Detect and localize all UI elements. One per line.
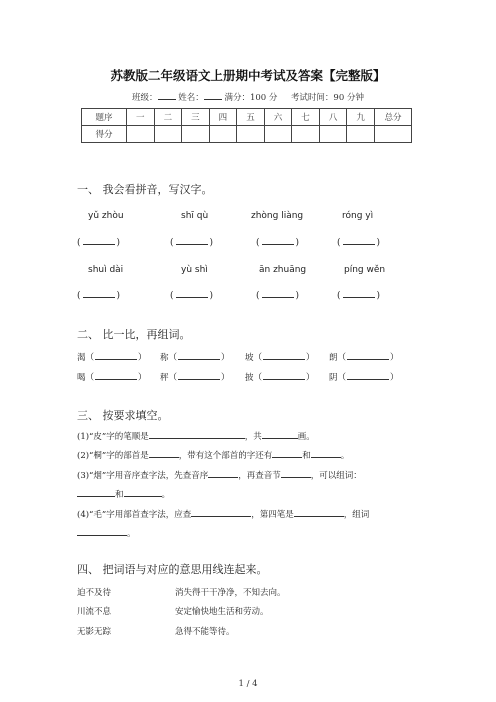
pinyin: ān zhuāng xyxy=(259,265,307,275)
pinyin: shī qù xyxy=(181,211,209,221)
score-header-cell: 一 xyxy=(127,109,155,126)
exam-time: 考试时间：90 分钟 xyxy=(290,93,364,103)
score-header-cell: 四 xyxy=(209,109,237,126)
score-cell[interactable] xyxy=(209,126,237,143)
answer-parentheses[interactable]: ( ) xyxy=(170,238,214,248)
page-number: 1 / 4 xyxy=(238,679,258,689)
score-header-cell: 九 xyxy=(347,109,375,126)
fill-question-2[interactable]: (2)“桐”字的部首是 ，带有这个部首的字还有 和 。 xyxy=(77,451,350,461)
name-label: 姓名： xyxy=(178,93,204,103)
class-label: 班级： xyxy=(132,93,158,103)
pinyin: píng wěn xyxy=(344,265,386,275)
score-cell[interactable] xyxy=(375,126,412,143)
score-header-cell: 七 xyxy=(292,109,320,126)
score-header-cell: 八 xyxy=(319,109,347,126)
score-header-cell: 题序 xyxy=(82,109,127,126)
name-blank xyxy=(204,91,222,100)
match-meaning[interactable]: 急得不能等待。 xyxy=(175,627,235,637)
section-3-heading: 三、 按要求填空。 xyxy=(77,409,169,422)
word-pair-item[interactable]: 称（ ） xyxy=(160,353,230,363)
word-pair-item[interactable]: 坡（ ） xyxy=(245,353,315,363)
score-cell[interactable] xyxy=(292,126,320,143)
score-table-header-row xyxy=(82,109,412,126)
score-row-label: 得分 xyxy=(82,126,127,143)
match-meaning[interactable]: 安定愉快地生活和劳动。 xyxy=(175,607,269,617)
pinyin: róng yì xyxy=(342,211,374,221)
answer-parentheses[interactable]: ( ) xyxy=(170,291,214,301)
section-1-heading: 一、 我会看拼音，写汉字。 xyxy=(77,183,213,196)
score-header-cell: 三 xyxy=(182,109,210,126)
score-cell[interactable] xyxy=(264,126,292,143)
pinyin: zhòng liàng xyxy=(251,211,304,221)
score-cell[interactable] xyxy=(127,126,155,143)
score-header-cell: 六 xyxy=(264,109,292,126)
answer-parentheses[interactable]: ( ) xyxy=(337,238,381,248)
word-pair-item[interactable]: 渴（ ） xyxy=(77,353,147,363)
score-header-cell: 总分 xyxy=(375,109,412,126)
page-title: 苏教版二年级语文上册期中考试及答案【完整版】 xyxy=(110,68,386,83)
word-pair-item[interactable]: 喝（ ） xyxy=(77,373,147,383)
word-pair-item[interactable]: 秤（ ） xyxy=(160,373,230,383)
score-header-cell: 二 xyxy=(154,109,182,126)
exam-info xyxy=(0,91,496,103)
score-cell[interactable] xyxy=(182,126,210,143)
match-word[interactable]: 无影无踪 xyxy=(77,627,112,637)
answer-parentheses[interactable]: ( ) xyxy=(77,291,121,301)
score-header-cell: 五 xyxy=(237,109,265,126)
score-cell[interactable] xyxy=(347,126,375,143)
fill-question-4[interactable]: (4)“毛”字用部首查字法，应查 ，第四笔是 ，组词 xyxy=(77,510,370,520)
answer-parentheses[interactable]: ( ) xyxy=(256,291,300,301)
section-4-heading: 四、 把词语与对应的意思用线连起来。 xyxy=(77,563,268,576)
fill-question-4-continued[interactable]: 。 xyxy=(77,527,136,539)
match-meaning[interactable]: 消失得干干净净，不知去向。 xyxy=(175,588,286,598)
word-pair-item[interactable]: 阴（ ） xyxy=(329,373,399,383)
word-pair-item[interactable]: 披（ ） xyxy=(245,373,315,383)
score-table-score-row xyxy=(82,126,412,143)
word-pair-item[interactable]: 朗（ ） xyxy=(329,353,399,363)
pinyin: shuì dài xyxy=(88,265,124,275)
full-score: 满分：100 分 xyxy=(224,93,278,103)
fill-question-3-continued[interactable]: 和 。 xyxy=(77,488,170,500)
pinyin: yù shì xyxy=(181,265,208,275)
answer-parentheses[interactable]: ( ) xyxy=(337,291,381,301)
fill-question-1[interactable]: (1)“皮”字的笔顺是 ，共 画。 xyxy=(77,432,315,442)
answer-parentheses[interactable]: ( ) xyxy=(77,238,121,248)
match-word[interactable]: 迫不及待 xyxy=(77,588,112,598)
score-cell[interactable] xyxy=(237,126,265,143)
pinyin: yǔ zhòu xyxy=(88,211,124,221)
score-table xyxy=(81,108,412,143)
score-cell[interactable] xyxy=(319,126,347,143)
score-cell[interactable] xyxy=(154,126,182,143)
match-word[interactable]: 川流不息 xyxy=(77,607,112,617)
fill-question-3[interactable]: (3)“烟”字用音序查字法，先查音序 ，再查音节 ，可以组词： xyxy=(77,471,362,481)
class-blank xyxy=(158,91,176,100)
answer-parentheses[interactable]: ( ) xyxy=(256,238,300,248)
section-2-heading: 二、 比一比，再组词。 xyxy=(77,328,191,341)
